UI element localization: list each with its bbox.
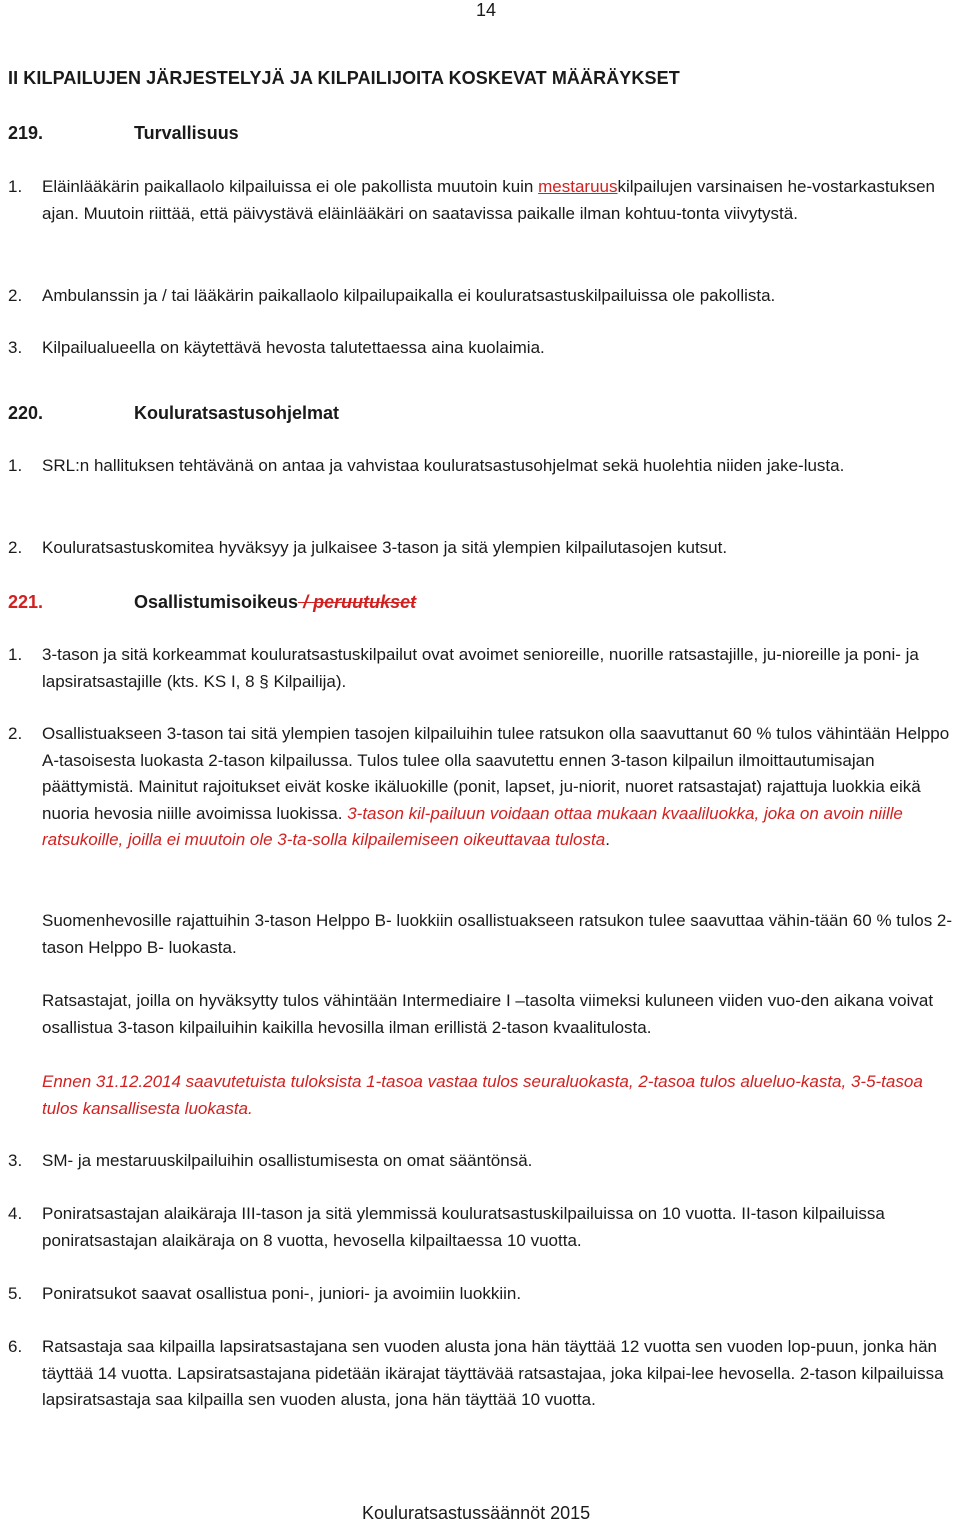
item-number: 2. <box>8 286 23 305</box>
section-number: 220. <box>8 403 44 423</box>
item-text: Poniratsukot saavat osallistua poni-, juniori- ja avoimiin luokkiin. <box>42 1284 522 1303</box>
revision-paragraph: Ennen 31.12.2014 saavutetuista tuloksista 1-tasoa vastaa tulos seuraluokasta, 2-tasoa tulos alueluo-kasta, 3-5-tasoa tulos kansallisesta luokasta. <box>42 1072 923 1118</box>
list-item <box>8 1201 954 1254</box>
paragraph: Suomenhevosille rajattuihin 3-tason Helppo B- luokkiin osallistuakseen ratsukon tulee saavuttaa vähin-tään 60 % tulos 2-tason Helppo B- luokasta. <box>42 911 953 957</box>
item-text: Ratsastaja saa kilpailla lapsiratsastajana sen vuoden alusta jona hän täyttää 12 vuotta sen vuoden lop-puun, jonka hän täyttää 14 vuotta. Lapsiratsastajana pidetään ikärajat täyttävää ratsastajaa, joka kilpai-lee hevosella. 2-tason kilpailuissa lapsiratsastaja saa kilpailla sen vuoden alusta, jona hän täyttää 10 vuotta. <box>42 1337 944 1409</box>
item-number: 1. <box>8 645 23 664</box>
list-item <box>8 1148 954 1175</box>
item-number: 2. <box>8 538 23 557</box>
item-number: 6. <box>8 1337 23 1356</box>
section-number: 219. <box>8 123 44 143</box>
list-item <box>8 535 954 562</box>
item-number: 1. <box>8 177 23 196</box>
section-number: 221. <box>8 592 44 612</box>
list-item <box>8 283 954 310</box>
item-text: Poniratsastajan alaikäraja III-tason ja sitä ylemmissä kouluratsastuskilpailuissa on 10 vuotta. II-tason kilpailuissa poniratsastajan alaikäraja on 8 vuotta, hevosella kilpailtaessa 10 vuotta. <box>42 1204 885 1250</box>
revision-underline: mestaruus <box>538 177 618 196</box>
section-title: Kouluratsastusohjelmat <box>134 403 340 423</box>
item-text: Kouluratsastuskomitea hyväksyy ja julkaisee 3-tason ja sitä ylempien kilpailutasojen kutsut. <box>42 538 728 557</box>
section-title: Turvallisuus <box>134 123 239 143</box>
struck-text: / peruutukset <box>298 592 417 612</box>
item-number: 1. <box>8 456 23 475</box>
item-text: Kilpailualueella on käytettävä hevosta talutettaessa aina kuolaimia. <box>42 338 545 357</box>
item-number: 3. <box>8 1151 23 1170</box>
paragraph: Ratsastajat, joilla on hyväksytty tulos vähintään Intermediaire I –tasolta viimeksi kuluneen viiden vuo-den aikana voivat osallistua 3-tason kilpailuihin kaikilla hevosilla ilman erillistä 2-tason kvaalitulosta. <box>42 991 934 1037</box>
section-title-group <box>134 592 416 613</box>
item-text: SRL:n hallituksen tehtävänä on antaa ja vahvistaa kouluratsastusohjelmat sekä huolehtia niiden jake-lusta. <box>42 456 845 475</box>
list-item <box>8 174 954 227</box>
list-item <box>8 1281 954 1308</box>
item-number: 4. <box>8 1204 23 1223</box>
item-number: 5. <box>8 1284 23 1303</box>
page-footer: Kouluratsastussäännöt 2015 <box>362 1503 591 1523</box>
section-title: Osallistumisoikeus <box>134 592 299 612</box>
item-text: Ambulanssin ja / tai lääkärin paikallaolo kilpailupaikalla ei kouluratsastuskilpailuissa ole pakollista. <box>42 286 776 305</box>
item-number: 2. <box>8 724 23 743</box>
list-item <box>8 453 954 480</box>
item-number: 3. <box>8 338 23 357</box>
list-item <box>8 642 954 695</box>
page-number: 14 <box>476 0 497 20</box>
list-item <box>8 1334 954 1414</box>
revision-text: 3-tason kil-pailuun voidaan ottaa mukaan kvaaliluokka, joka on avoin niille ratsukoille, joilla ei muutoin ole 3-ta-solla kilpailemiseen oikeuttavaa tulosta <box>42 803 903 849</box>
item-text: 3-tason ja sitä korkeammat kouluratsastuskilpailut ovat avoimet senioreille, nuorille ratsastajille, ju-nioreille ja poni- ja lapsiratsastajille (kts. KS I, 8 § Kilpailija). <box>42 645 919 691</box>
chapter-heading: II KILPAILUJEN JÄRJESTELYJÄ JA KILPAILIJOITA KOSKEVAT MÄÄRÄYKSET <box>8 68 680 88</box>
list-item <box>8 335 954 362</box>
item-text: SM- ja mestaruuskilpailuihin osallistumisesta on omat sääntönsä. <box>42 1151 533 1170</box>
item-text: Eläinlääkärin paikallaolo kilpailuissa ei ole pakollista muutoin kuin mestaruuskilpailujen varsinaisen he-vostarkastuksen ajan. Muutoin riittää, että päivystävä eläinlääkäri on saatavissa paikalle ilman kohtuu-tonta viivytystä. <box>42 177 935 223</box>
list-item <box>8 721 954 854</box>
item-text: Osallistuakseen 3-tason tai sitä ylempien tasojen kilpailuihin tulee ratsukon olla saavuttanut 60 % tulos vähintään Helppo A-tasoisesta luokasta 2-tason kilpailussa. Tulos tulee olla saavutettu ennen 3-tason kilpailun ilmoittautumisajan päättymistä. Mainitut rajoitukset eivät koske ikäluokille (ponit, lapset, ju-niorit, nuoret ratsastajat) rajattuja luokkia eikä nuoria hevosia niille avoimissa luokissa. 3-tason kil-pailuun voidaan ottaa mukaan kvaaliluokka, joka on avoin niille ratsukoille, joilla ei muutoin ole 3-ta-solla kilpailemiseen oikeuttavaa tulosta. <box>42 724 950 849</box>
